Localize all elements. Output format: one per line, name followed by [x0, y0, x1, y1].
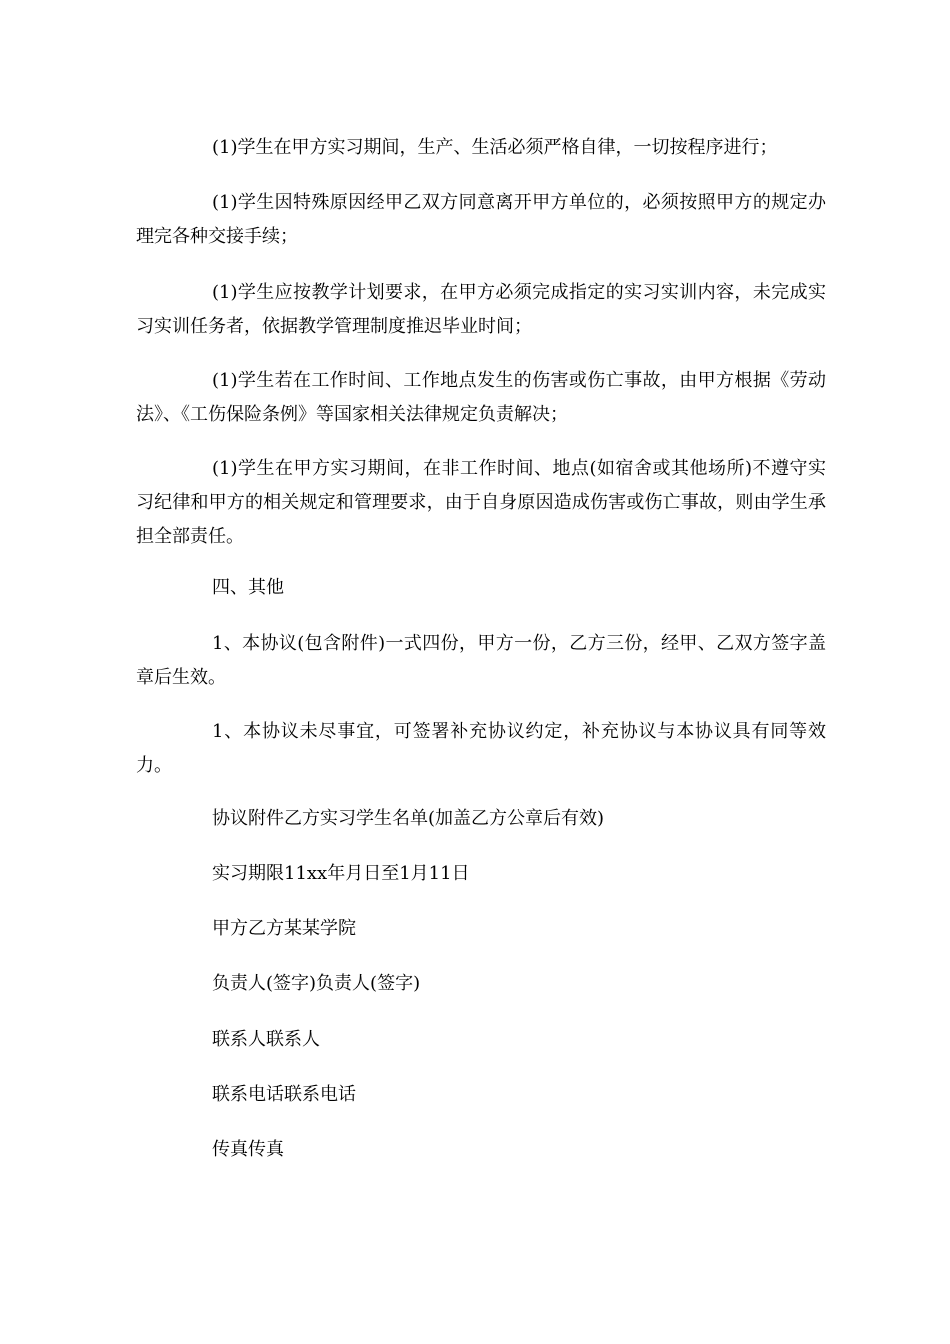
- clause-paragraph: (1)学生在甲方实习期间，生产、生活必须严格自律，一切按程序进行；: [212, 137, 778, 158]
- clause-paragraph: (1)学生若在工作时间、工作地点发生的伤害或伤亡事故，由甲方根据《劳动法》、《工伤保险条例》等国家相关法律规定负责解决；: [136, 370, 826, 425]
- responsible-signature-line: 负责人(签字)负责人(签字): [212, 973, 421, 994]
- section-item: 1、本协议未尽事宜，可签署补充协议约定，补充协议与本协议具有同等效力。: [136, 721, 826, 776]
- clause-paragraph: (1)学生在甲方实习期间，在非工作时间、地点(如宿舍或其他场所)不遵守实习纪律和甲方的相关规定和管理要求，由于自身原因造成伤害或伤亡事故，则由学生承担全部责任。: [136, 458, 826, 547]
- appendix-title: 协议附件乙方实习学生名单(加盖乙方公章后有效): [212, 808, 605, 829]
- contact-person-line: 联系人联系人: [212, 1029, 320, 1050]
- fax-line: 传真传真: [212, 1139, 284, 1160]
- section-item: 1、本协议(包含附件)一式四份，甲方一份，乙方三份，经甲、乙双方签字盖章后生效。: [136, 633, 826, 688]
- internship-period: 实习期限11xx年月日至1月11日: [212, 863, 470, 884]
- contact-phone-line: 联系电话联系电话: [212, 1084, 356, 1105]
- clause-paragraph: (1)学生应按教学计划要求，在甲方必须完成指定的实习实训内容，未完成实习实训任务者，依据教学管理制度推迟毕业时间；: [136, 282, 826, 337]
- section-heading: 四、其他: [212, 577, 284, 598]
- parties-line: 甲方乙方某某学院: [212, 918, 356, 939]
- clause-paragraph: (1)学生因特殊原因经甲乙双方同意离开甲方单位的，必须按照甲方的规定办理完各种交接手续；: [136, 192, 826, 247]
